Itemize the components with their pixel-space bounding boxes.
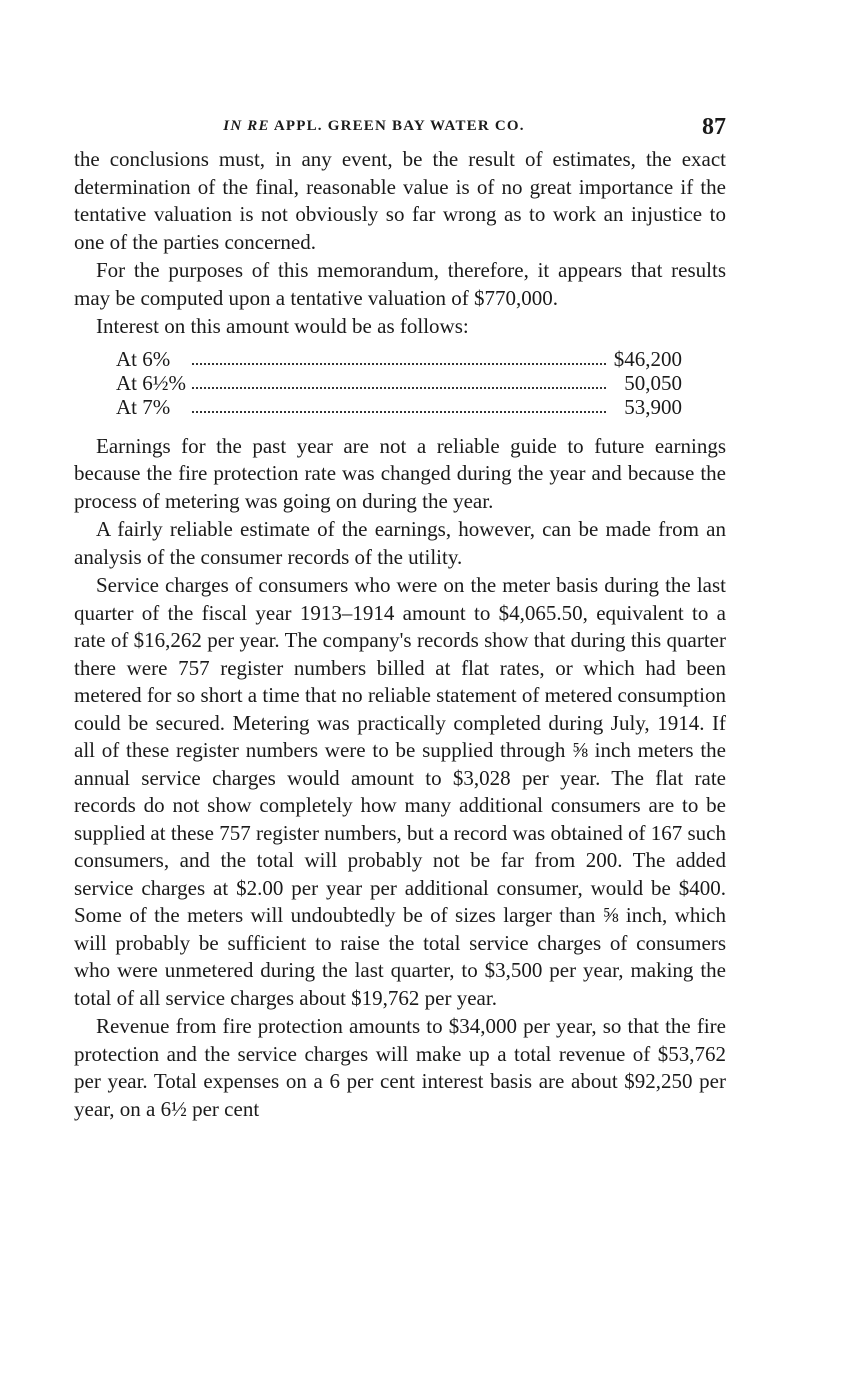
interest-rate-label: At 6% xyxy=(116,346,171,371)
interest-row xyxy=(116,371,682,395)
interest-amount: 53,900 xyxy=(624,394,682,419)
interest-amount: 50,050 xyxy=(624,370,682,395)
interest-table xyxy=(116,347,682,419)
paragraph-4: Earnings for the past year are not a reliable guide to future earnings because the fire protection rate was changed during the year and because the process of metering was going on during the year. xyxy=(74,433,726,513)
paragraph-2: For the purposes of this memorandum, therefore, it appears that results may be computed upon a tentative valuation of $770,000. xyxy=(74,258,726,310)
interest-rate-label: At 7% xyxy=(116,394,171,419)
interest-amount: $46,200 xyxy=(613,346,682,371)
running-title-italic: IN RE xyxy=(223,118,270,134)
interest-row xyxy=(116,395,682,419)
interest-row xyxy=(116,347,682,371)
paragraph-1: the conclusions must, in any event, be the result of estimates, the exact determination of the final, reasonable value is of no great importance if the tentative valuation is not obviously so far wrong as to work an injustice to one of the parties concerned. xyxy=(74,147,726,254)
running-head xyxy=(74,112,726,146)
dot-leader xyxy=(192,347,606,371)
dot-leader xyxy=(192,371,606,395)
paragraph-6: Service charges of consumers who were on the meter basis during the last quarter of the fiscal year 1913–1914 amount to $4,065.50, equivalent to a rate of $16,262 per year. The company's records show that during this quarter there were 757 register numbers billed at flat rates, or which had been metered for so short a time that no reliable statement of metered consumption could be secured. Metering was practically completed during July, 1914. If all of these register numbers were to be supplied through ⅝ inch meters the annual service charges would amount to $3,028 per year. The flat rate records do not show completely how many additional consumers are to be supplied at these 757 register numbers, but a record was obtained of 167 such consumers, and the total will probably not be far from 200. The added service charges at $2.00 per year per additional consumer, would be $400. Some of the meters will undoubtedly be of sizes larger than ⅝ inch, which will probably be sufficient to raise the total service charges of consumers who were unmetered during the last quarter, to $3,500 per year, making the total of all service charges about $19,762 per year. xyxy=(74,573,726,1010)
running-title xyxy=(74,118,674,135)
paragraph-3: Interest on this amount would be as follows: xyxy=(96,314,469,338)
page-number: 87 xyxy=(702,114,726,140)
dot-leader xyxy=(192,395,606,419)
interest-rate-label: At 6½% xyxy=(116,370,186,395)
running-title-text: APPL. GREEN BAY WATER CO. xyxy=(273,118,525,134)
paragraph-5: A fairly reliable estimate of the earnings, however, can be made from an analysis of the consumer records of the utility. xyxy=(74,517,726,569)
paragraph-7: Revenue from fire protection amounts to $34,000 per year, so that the fire protection and the service charges will make up a total revenue of $53,762 per year. Total expenses on a 6 per cent interest basis are about $92,250 per year, on a 6½ per cent xyxy=(74,1014,726,1121)
document-page xyxy=(74,112,726,1124)
